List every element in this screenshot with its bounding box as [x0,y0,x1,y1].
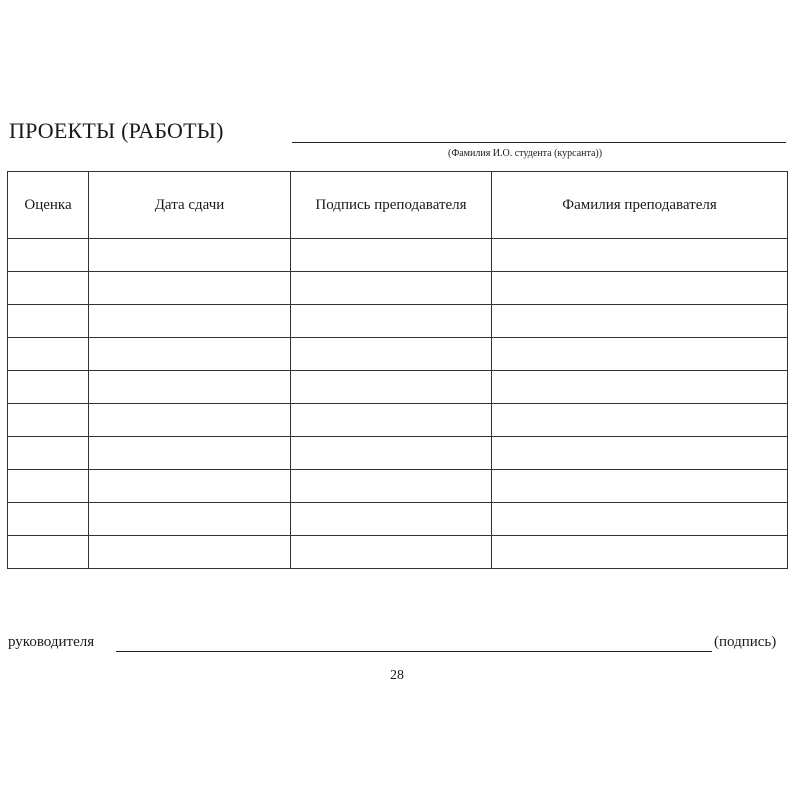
table-cell [89,536,291,569]
table-row [8,404,788,437]
table-cell [8,503,89,536]
table-cell [89,305,291,338]
footer-signature-caption: (подпись) [714,634,777,650]
table-cell [492,437,788,470]
table-cell [492,305,788,338]
table-cell [89,404,291,437]
table-row [8,239,788,272]
table-row [8,437,788,470]
table-cell [291,437,492,470]
table-cell [291,371,492,404]
table-cell [89,371,291,404]
table-cell [8,404,89,437]
table-cell [8,437,89,470]
table-cell [492,239,788,272]
column-header-grade: Оценка [8,172,89,239]
table-cell [89,338,291,371]
grades-table [7,171,788,569]
page-number: 28 [390,668,404,683]
table-cell [291,404,492,437]
table-cell [291,272,492,305]
student-name-line [292,142,786,143]
table-cell [8,272,89,305]
table-cell [8,305,89,338]
table-cell [492,338,788,371]
table-cell [492,404,788,437]
table-cell [492,371,788,404]
table-cell [8,338,89,371]
table-cell [291,503,492,536]
table-cell [291,305,492,338]
table-cell [8,239,89,272]
table-cell [89,470,291,503]
column-header-submission-date: Дата сдачи [89,172,291,239]
table-row [8,305,788,338]
table-cell [291,239,492,272]
footer-label: руководителя [8,634,95,650]
table-cell [291,338,492,371]
table-cell [89,437,291,470]
table-cell [291,536,492,569]
table-row [8,371,788,404]
table-cell [492,503,788,536]
table-header-row [8,172,788,239]
table-cell [8,470,89,503]
table-cell [89,239,291,272]
table-cell [492,536,788,569]
table-cell [89,503,291,536]
table-row [8,503,788,536]
table-cell [8,536,89,569]
column-header-teacher-surname: Фамилия преподавателя [492,172,788,239]
table-body [8,239,788,569]
table-cell [492,470,788,503]
table-row [8,338,788,371]
table-cell [291,470,492,503]
table-cell [492,272,788,305]
page-title: ПРОЕКТЫ (РАБОТЫ) [9,118,224,143]
supervisor-signature-line [116,651,712,652]
student-name-caption: (Фамилия И.О. студента (курсанта)) [448,148,603,159]
table-row [8,272,788,305]
column-header-teacher-signature: Подпись преподавателя [291,172,492,239]
table-row [8,470,788,503]
table-cell [8,371,89,404]
table-row [8,536,788,569]
table-cell [89,272,291,305]
